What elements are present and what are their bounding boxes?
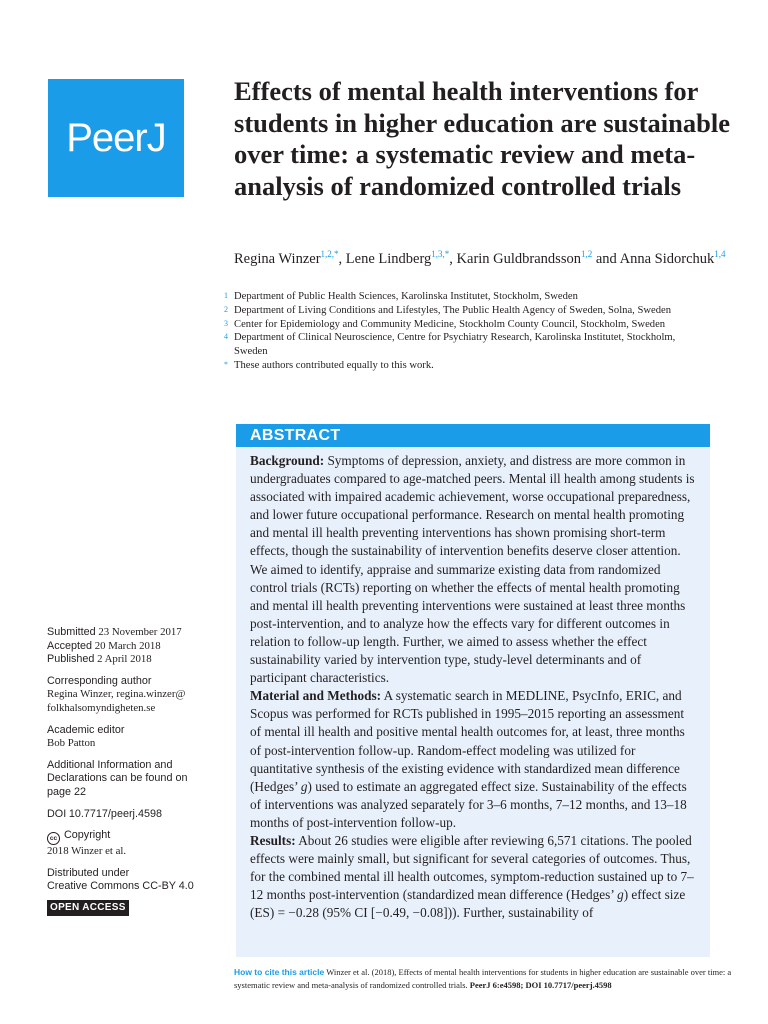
abstract-heading: ABSTRACT: [236, 424, 710, 447]
results-text: ) effect size (ES) = −0.28 (95% CI [−0.49, −0.08])). Further, sustainability of: [250, 887, 686, 921]
how-to-cite-label: How to cite this article: [234, 967, 325, 977]
accepted-date: 20 March 2018: [94, 639, 161, 652]
methods-label: Material and Methods:: [250, 688, 382, 704]
affiliation-text: Department of Public Health Sciences, Karolinska Institutet, Stockholm, Sweden: [234, 291, 578, 302]
corresponding-author-email[interactable]: Regina Winzer, regina.winzer@: [47, 688, 186, 701]
distributed-under-label: Distributed under: [47, 866, 130, 879]
copyright-holder: 2018 Winzer et al.: [47, 845, 127, 858]
affiliation-number: 3: [224, 318, 228, 328]
additional-info-block: [47, 759, 222, 800]
author-name[interactable]: Regina Winzer: [234, 250, 321, 267]
author-name[interactable]: Karin Guldbrandsson: [456, 250, 581, 267]
author-affiliation-marker: 1,4: [714, 249, 726, 259]
corresponding-author-block: [47, 675, 222, 716]
methods-text: ) used to estimate an aggregated effect size. Sustainability of the effects of interventions was analyzed separately for 3–6 months, 7–12 months, and 13–18 months of post-intervention follow-up.: [250, 778, 687, 830]
author-separator: ,: [338, 250, 346, 267]
affiliation-text: Department of Clinical Neuroscience, Centre for Psychiatry Research, Karolinska Institutet, Stockholm, Sweden: [234, 332, 676, 358]
copyright-block: [47, 829, 222, 859]
citation-text: Winzer et al. (2018), Effects of mental health interventions for students in higher education are sustainable over time: a systematic review and meta-analysis of randomized controlled trials.: [234, 967, 732, 990]
academic-editor-name: Bob Patton: [47, 737, 96, 750]
affiliation-item: [224, 359, 694, 373]
affiliation-text: Center for Epidemiology and Community Medicine, Stockholm County Council, Stockholm, Sweden: [234, 318, 666, 330]
affiliation-number: 2: [224, 304, 228, 314]
submitted-label: Submitted: [47, 626, 96, 638]
accepted-label: Accepted: [47, 639, 93, 652]
accepted-line: [47, 640, 222, 654]
hedges-g-symbol: g: [300, 778, 308, 794]
author-separator: ,: [449, 250, 457, 267]
submitted-line: [47, 626, 222, 640]
additional-info-line: Declarations can be found on: [47, 772, 188, 785]
published-line: [47, 653, 222, 667]
author-affiliation-marker: 1,3,*: [431, 249, 450, 259]
affiliation-list: [224, 290, 694, 373]
affiliation-number: 4: [224, 332, 228, 342]
doi-block: [47, 808, 222, 822]
academic-editor-block: [47, 724, 222, 751]
abstract-background: [250, 452, 696, 687]
logo-text: PeerJ: [66, 116, 166, 160]
author-list: [234, 245, 734, 268]
published-date: 2 April 2018: [97, 653, 152, 666]
affiliation-number: 1: [224, 291, 228, 300]
journal-doi[interactable]: PeerJ 6:e4598; DOI 10.7717/peerj.4598: [469, 979, 612, 990]
results-text: About 26 studies were eligible after reviewing 6,571 citations. The pooled effects were mainly small, but significant for several categories of outcomes. Thus, for the combined mental ill health outcomes, symptom-reduction sustained up to 7–12 months post-intervention (standardized mean difference (Hedges’: [250, 832, 694, 903]
author-name[interactable]: Anna Sidorchuk: [619, 250, 715, 267]
academic-editor-label: Academic editor: [47, 723, 125, 736]
doi-label: DOI: [47, 807, 67, 820]
creative-commons-icon: cc: [47, 832, 60, 845]
license-block: [47, 867, 222, 916]
abstract-results: [250, 832, 696, 922]
hedges-g-symbol: g: [617, 887, 624, 903]
peerj-logo: [48, 79, 184, 197]
submitted-date: 23 November 2017: [98, 626, 182, 638]
citation-footer: [234, 966, 744, 991]
corresponding-author-label: Corresponding author: [47, 674, 152, 687]
article-title: Effects of mental health interventions for students in higher education are sustainable over time: a systematic review and meta-analysis of randomized controlled trials: [234, 76, 730, 201]
dates-block: [47, 626, 222, 667]
affiliation-item: [224, 304, 694, 318]
affiliation-text: Department of Living Conditions and Lifestyles, The Public Health Agency of Sweden, Solna, Sweden: [234, 304, 672, 316]
background-text: Symptoms of depression, anxiety, and distress are more common in undergraduates compared to age-matched peers. Mental ill health among students is associated with impaired academic achievement, worse occupational preparedness, and lower future occupational performance. Research on mental health promoting and mental ill health preventing interventions has shown promising short-term effects, though the sustainability of intervention benefits deserve closer attention. We aimed to identify, appraise and summarize existing data from randomized control trials (RCTs) reporting on whether the effects of mental health promoting and mental ill health preventing interventions were sustained at least three months post-intervention, and to analyze how the effects vary for different outcomes in relation to follow-up length. Further, we aimed to assess whether the effect sustainability varied by intervention type, study-level determinants and of participant characteristics.: [250, 453, 695, 686]
affiliation-item: [224, 290, 694, 304]
equal-contribution-note: These authors contributed equally to this work.: [234, 359, 434, 371]
license-link[interactable]: Creative Commons CC-BY 4.0: [47, 880, 194, 893]
affiliation-item: [224, 318, 694, 332]
published-label: Published: [47, 653, 95, 666]
article-info-sidebar: [47, 626, 222, 924]
results-label: Results:: [250, 832, 296, 848]
open-access-badge: OPEN ACCESS: [47, 900, 129, 916]
equal-contribution-marker: *: [224, 359, 228, 369]
copyright-label: Copyright: [64, 829, 111, 842]
background-label: Background:: [250, 453, 325, 468]
author-name[interactable]: Lene Lindberg: [345, 250, 432, 267]
author-separator: and: [592, 250, 620, 267]
doi-link[interactable]: 10.7717/peerj.4598: [68, 807, 162, 820]
author-affiliation-marker: 1,2: [580, 249, 593, 259]
additional-info-line: Additional Information and: [47, 758, 173, 771]
abstract-methods: [250, 687, 696, 832]
affiliation-item: [224, 331, 694, 359]
methods-text: A systematic search in MEDLINE, PsycInfo, ERIC, and Scopus was performed for RCTs published in 1995–2015 reporting an assessment of mental ill health and positive mental health outcomes for, at least, three months of post-intervention follow-up. Random-effect modeling was utilized for quantitative synthesis of the existing evidence with standardized mean difference (Hedges’: [250, 688, 685, 794]
author-affiliation-marker: 1,2,*: [320, 249, 339, 259]
additional-info-page-link[interactable]: page 22: [47, 785, 87, 798]
abstract-body: [236, 447, 710, 957]
corresponding-author-email-domain[interactable]: folkhalsomyndigheten.se: [47, 701, 156, 714]
